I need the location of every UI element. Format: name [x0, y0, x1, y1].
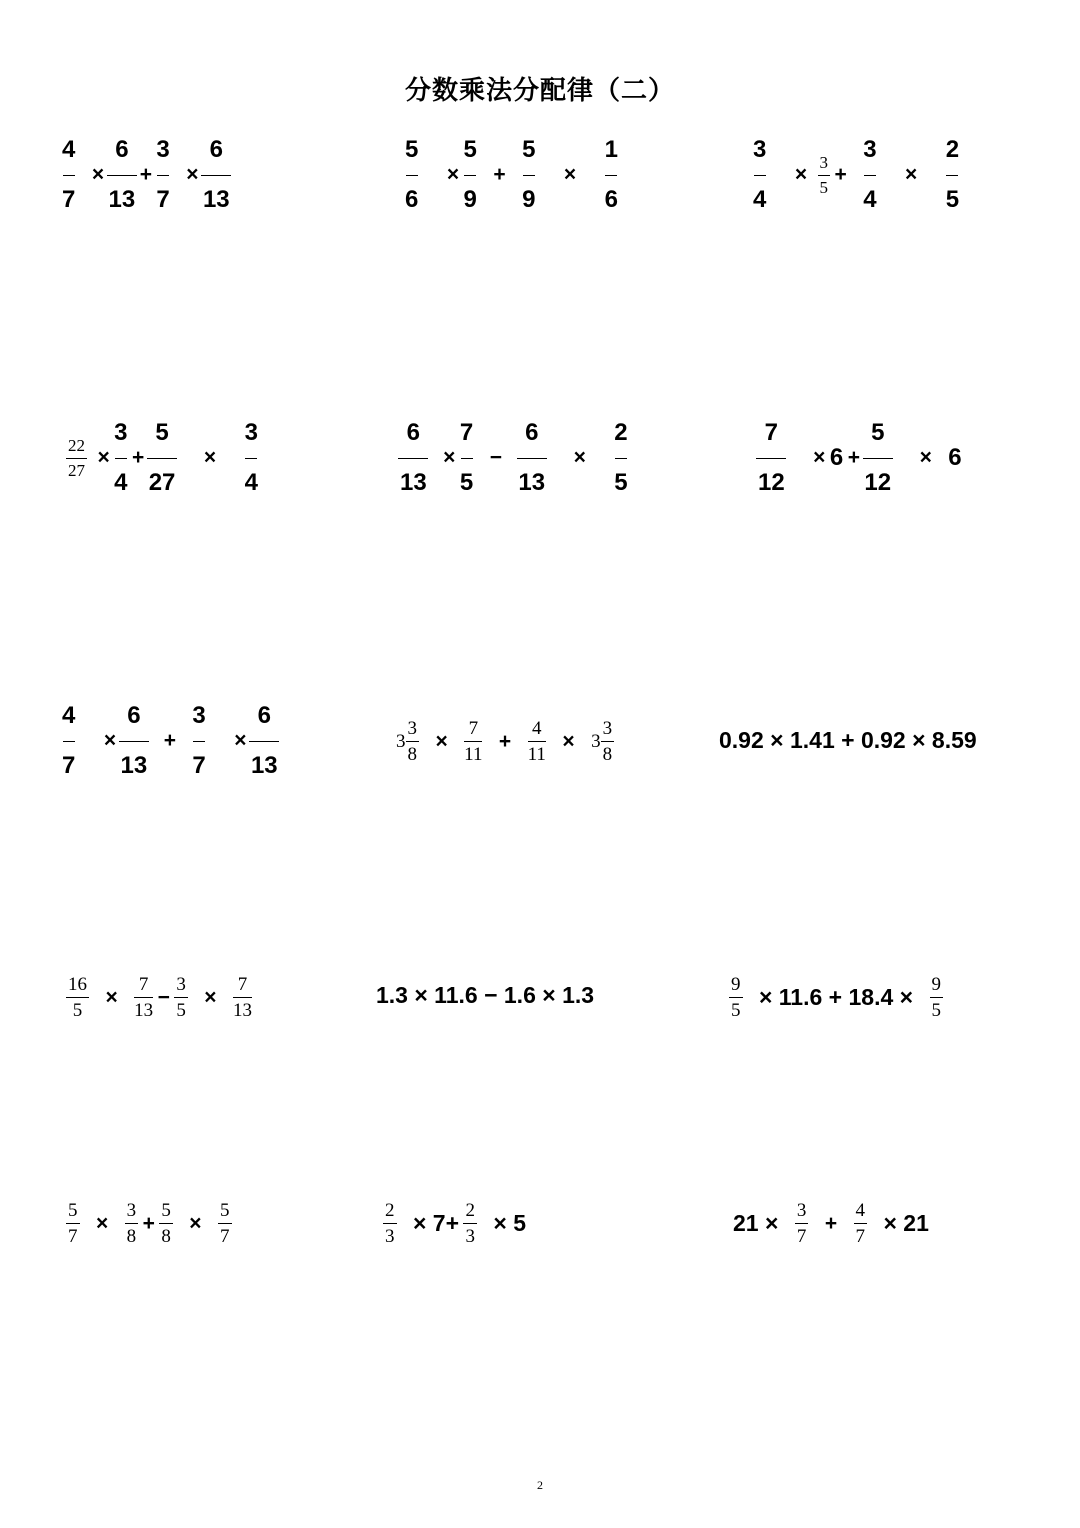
fraction-15b: $\frac{3}{7}$: [796, 1200, 807, 1248]
expression-end: × 21: [883, 1210, 929, 1237]
plus-sign: +: [142, 1211, 155, 1235]
fraction-7a: $\frac{4}{7}$: [62, 702, 76, 779]
plus-sign: +: [824, 1211, 838, 1235]
times-sign: ×: [91, 163, 105, 186]
expression-start: 21 ×: [733, 1210, 779, 1237]
whole-number: 3: [591, 730, 601, 752]
fraction-5a: $\frac{6}{13}$: [400, 419, 427, 496]
problem-6: [758, 421, 962, 495]
fraction-6c: $\frac{5}{12}$: [864, 419, 892, 496]
minus-sign: −: [157, 985, 170, 1009]
fraction-3b: $\frac{3}{5}$: [819, 152, 829, 197]
problem-11: 1.3 × 11.6 − 1.6 × 1.3: [376, 982, 595, 1008]
fraction-8e: $\frac{3}{8}$: [602, 718, 613, 766]
times-sign: ×: [95, 1211, 109, 1235]
fraction-1a: $\frac{4}{7}$: [62, 136, 76, 213]
fraction-2b: $\frac{5}{9}$: [463, 136, 477, 213]
fraction-13b: $\frac{3}{8}$: [126, 1200, 137, 1248]
times-sign: ×: [103, 729, 117, 752]
plus-sign: +: [493, 163, 506, 186]
times-sign: ×: [563, 163, 577, 186]
fraction-2c: $\frac{5}{9}$: [522, 136, 536, 213]
fraction-12e: $\frac{9}{5}$: [931, 974, 942, 1022]
fraction-15c: $\frac{4}{7}$: [855, 1200, 866, 1248]
fraction-14a: $\frac{2}{3}$: [385, 1200, 395, 1248]
expression-middle: × 7+: [412, 1210, 459, 1237]
times-sign: ×: [813, 446, 826, 469]
times-sign: ×: [435, 729, 448, 753]
times-sign: ×: [573, 446, 586, 469]
fraction-10b: $\frac{7}{13}$: [134, 974, 154, 1022]
fraction-2e: $\frac{1}{6}$: [604, 136, 618, 213]
page-number: 2: [537, 1478, 543, 1492]
fraction-4c: $\frac{5}{27}$: [148, 419, 176, 496]
problem-1: [62, 138, 230, 212]
times-sign: ×: [234, 729, 247, 752]
expression-middle: × 11.6 + 18.4 ×: [758, 984, 914, 1011]
times-sign: ×: [105, 985, 118, 1009]
fraction-13a: $\frac{5}{7}$: [68, 1200, 78, 1248]
problem-3: [753, 138, 959, 212]
whole-number: 6: [948, 444, 962, 471]
problem-14: [383, 1200, 526, 1248]
fraction-1e: $\frac{6}{13}$: [202, 136, 230, 213]
problem-4: [66, 421, 258, 495]
worksheet-title: 分数乘法分配律（二）: [404, 76, 675, 106]
problem-9: 0.92 × 1.41 + 0.92 × 8.59: [719, 727, 977, 753]
problem-2: [405, 138, 618, 212]
fraction-5e: $\frac{2}{5}$: [614, 419, 628, 496]
problem-7: [62, 704, 278, 778]
fraction-3c: $\frac{3}{4}$: [863, 136, 877, 213]
whole-number: 3: [396, 730, 406, 752]
fraction-12a: $\frac{9}{5}$: [731, 974, 741, 1022]
fraction-4a: $\frac{22}{27}$: [68, 435, 85, 480]
plus-sign: +: [131, 446, 145, 469]
fraction-7c: $\frac{3}{7}$: [192, 702, 206, 779]
fraction-10c: $\frac{3}{5}$: [176, 974, 186, 1022]
fraction-4b: $\frac{3}{4}$: [114, 419, 128, 496]
fraction-14c: $\frac{2}{3}$: [465, 1200, 475, 1248]
times-sign: ×: [443, 446, 456, 469]
times-sign: ×: [203, 446, 217, 469]
fraction-4e: $\frac{3}{4}$: [244, 419, 258, 496]
fraction-13c: $\frac{5}{8}$: [161, 1200, 171, 1248]
problem-8: [396, 718, 614, 766]
fraction-7b: $\frac{6}{13}$: [120, 702, 148, 779]
times-sign: ×: [905, 163, 918, 186]
plus-sign: +: [163, 729, 176, 752]
plus-sign: +: [498, 729, 512, 753]
plus-sign: +: [139, 163, 152, 186]
expression-end: × 5: [493, 1210, 527, 1237]
times-sign: ×: [204, 985, 217, 1009]
fraction-10a: $\frac{16}{5}$: [68, 974, 87, 1022]
fraction-13e: $\frac{5}{7}$: [220, 1200, 230, 1248]
times-sign: ×: [919, 446, 932, 469]
problem-12: [729, 974, 943, 1022]
fraction-1c: $\frac{3}{7}$: [156, 136, 170, 213]
problem-10: [66, 974, 252, 1022]
fraction-8a: $\frac{3}{8}$: [407, 718, 417, 766]
fraction-8c: $\frac{4}{11}$: [527, 718, 546, 766]
problem-5: [400, 421, 628, 495]
fraction-8b: $\frac{7}{11}$: [464, 718, 483, 766]
times-sign: ×: [189, 1211, 202, 1235]
whole-number: 6: [829, 444, 844, 471]
times-sign: ×: [186, 163, 199, 186]
fraction-5b: $\frac{7}{5}$: [459, 419, 474, 496]
times-sign: ×: [446, 163, 460, 186]
times-sign: ×: [97, 446, 110, 469]
times-sign: ×: [562, 729, 575, 753]
fraction-3a: $\frac{3}{4}$: [753, 136, 767, 213]
fraction-3e: $\frac{2}{5}$: [945, 136, 960, 213]
times-sign: ×: [794, 163, 808, 186]
fraction-7e: $\frac{6}{13}$: [250, 702, 278, 779]
minus-sign: −: [489, 446, 502, 469]
problem-15: [733, 1200, 929, 1248]
fraction-1b: $\frac{6}{13}$: [108, 136, 136, 213]
fraction-2a: $\frac{5}{6}$: [405, 136, 419, 213]
fraction-5c: $\frac{6}{13}$: [518, 419, 546, 496]
plus-sign: +: [847, 446, 860, 469]
fraction-6a: $\frac{7}{12}$: [758, 419, 785, 496]
plus-sign: +: [834, 163, 847, 186]
problem-13: [66, 1200, 232, 1248]
fraction-10e: $\frac{7}{13}$: [233, 974, 253, 1022]
